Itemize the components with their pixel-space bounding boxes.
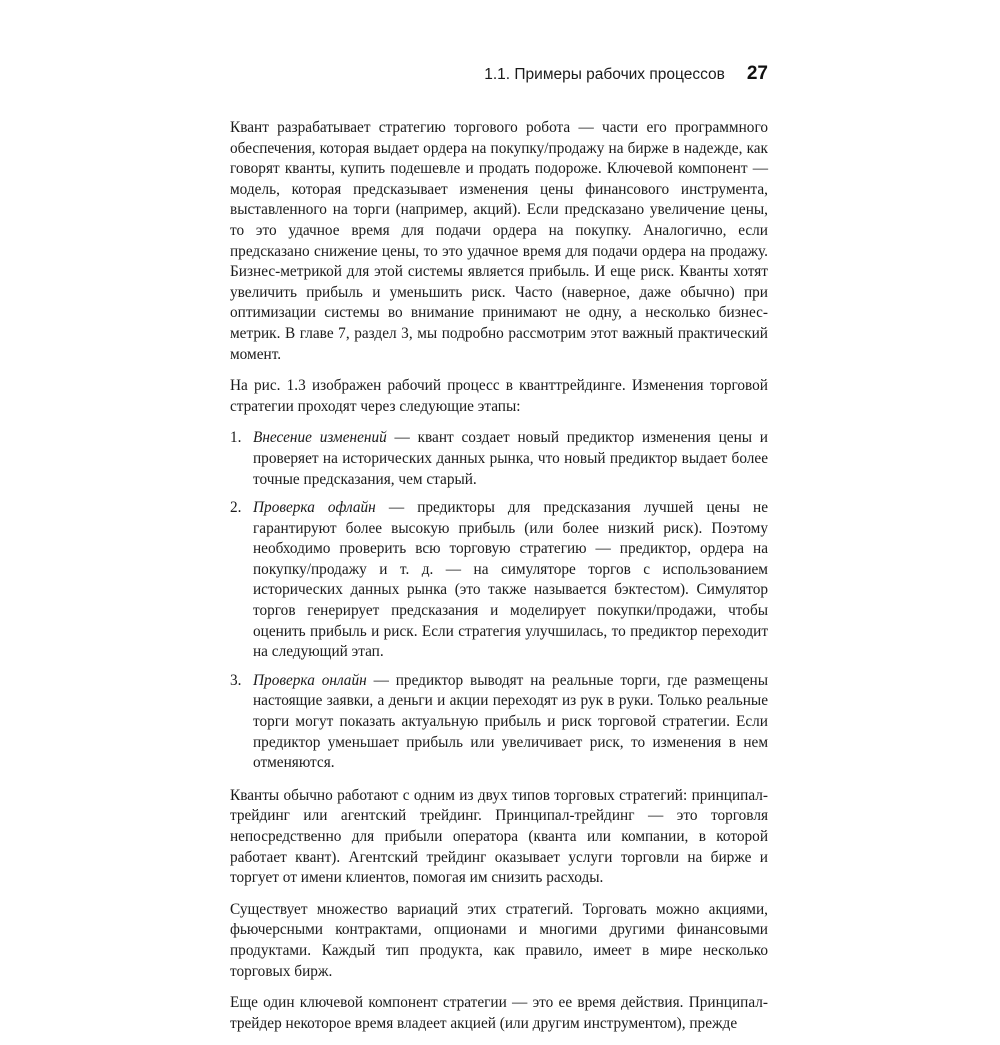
list-item-text: — предикторы для предсказания лучшей цены не гарантируют более высокую прибыль (или более низкий риск). Поэтому необходимо проверить всю торговую стратегию — предиктор, ордера на покупку/продажу и т. д. — на симуляторе торгов с использованием исторических данных рынка (это также называется бэктестом). Симулятор торгов генерирует предсказания и моделирует покупки/продажи, чтобы оценить прибыль и риск. Если стратегия улучшилась, то предиктор переходит на следующий этап. [253, 499, 768, 661]
paragraph-intro: Квант разрабатывает стратегию торгового робота — части его программного обеспечения, которая выдает ордера на покупку/продажу на бирже в надежде, как говорят кванты, купить подешевле и продать подороже. Ключевой компонент — модель, которая предсказывает изменения цены финансового инструмента, выставленного на торги (например, акций). Если предсказано увеличение цены, то это удачное время для подачи ордера на покупку. Аналогично, если предсказано снижение цены, то это удачное время для подачи ордера на продажу. Бизнес-метрикой для этой системы является прибыль. И еще риск. Кванты хотят увеличить прибыль и уменьшить риск. Часто (наверное, даже обычно) при оптимизации системы во внимание принимают не одну, а несколько бизнес-метрик. В главе 7, раздел 3, мы подробно рассмотрим этот важный практический момент. [230, 119, 768, 363]
paragraph-strategy-types: Кванты обычно работают с одним из двух типов торговых стратегий: принципал-трейдинг или агентский трейдинг. Принципал-трейдинг — это торговля непосредственно для прибыли оператора (кванта или компании, в которой работает квант). Агентский трейдинг оказывает услуги торговли на бирже и торгует от имени клиентов, помогая им снизить расходы. [230, 786, 768, 887]
running-head: 1.1. Примеры рабочих процессов [484, 66, 725, 83]
list-item [230, 498, 768, 663]
paragraph-timing: Еще один ключевой компонент стратегии — это ее время действия. Принципал-трейдер некоторое время владеет акцией (или другим инструментом), прежде [230, 994, 768, 1032]
list-item-number: 3. [230, 671, 242, 689]
list-item-text: — квант создает новый предиктор изменения цены и проверяет на исторических данных рынка, что новый предиктор выдает более точные предсказания, чем старый. [253, 429, 768, 488]
list-item-term: Внесение изменений [253, 429, 387, 447]
list-item-number: 2. [230, 499, 242, 517]
list-item-term: Проверка офлайн [253, 499, 376, 517]
list-item [230, 428, 768, 490]
list-item-term: Проверка онлайн [253, 671, 367, 689]
list-item [230, 671, 768, 774]
list-item-number: 1. [230, 429, 242, 447]
paragraph-variations: Существует множество вариаций этих стратегий. Торговать можно акциями, фьючерсными контрактами, опционами и многими другими финансовыми продуктами. Каждый тип продукта, как правило, имеет в мире несколько торговых бирж. [230, 900, 768, 980]
stages-list [230, 428, 768, 774]
page-body [230, 118, 768, 1045]
page-number: 27 [746, 63, 768, 84]
page-header [230, 63, 768, 87]
paragraph-figure-ref: На рис. 1.3 изображен рабочий процесс в кванттрейдинге. Изменения торговой стратегии проходят через следующие этапы: [230, 377, 768, 415]
list-item-text: — предиктор выводят на реальные торги, где размещены настоящие заявки, а деньги и акции переходят из рук в руки. Только реальные торги могут показать актуальную прибыль и риск торговой стратегии. Если предиктор уменьшает прибыль или увеличивает риск, то изменения в нем отменяются. [253, 671, 768, 772]
